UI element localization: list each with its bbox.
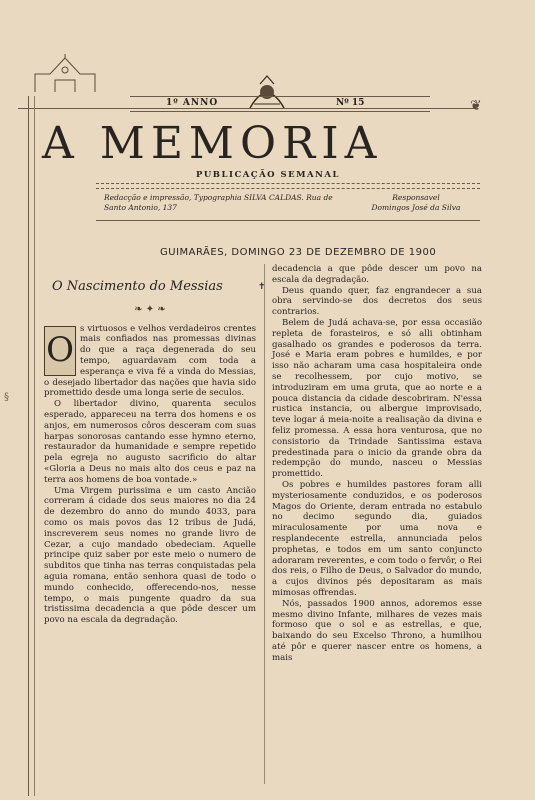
paragraph: Deus quando quer, faz engrandecer a sua obra servindo-se dos decretos dos seus contrarios.: [272, 285, 482, 318]
paragraph: decadencia a que pôde descer um povo na escala da degradação.: [272, 264, 482, 285]
dateline: GUIMARÃES, DOMINGO 23 DE DEZEMBRO DE 1900: [160, 247, 437, 258]
responsavel-name: Domingos José da Silva: [371, 203, 461, 212]
paragraph: s virtuosos e velhos verdadeiros crentes mais confiados nas promessas divinas do que a raça degenerada do seu tempo, aguardavam com toda a esperança e viva fé a vinda do Messias, o desejado libertador das nações que havia sido promettido desde uma longa serie de seculos.: [44, 323, 256, 399]
issue-year: 1º ANNO: [166, 98, 219, 108]
column-rule: [264, 264, 266, 784]
paragraph: Nós, passados 1900 annos, adoremos esse mesmo divino Infante, milhares de vezes mais formoso que o sol e as estrellas, e que, baixando do seu Excelso Throno, a humilhou até pôr e querer nascer entre os homens, a mais: [272, 598, 482, 663]
right-column: [272, 264, 482, 663]
ornament-flourish-icon: ❦: [470, 98, 482, 114]
left-column: [44, 264, 256, 626]
redacao-info: Redacção e impressão, Typographia SILVA CALDAS. Rua de Santo Antonio, 137: [104, 193, 333, 212]
newspaper-title: A MEMORIA: [42, 118, 383, 169]
paragraph: Belem de Judá achava-se, por essa occasião repleta de forasteiros, e só alli obtinham gasalhado os grandes e poderosos da terra. José e Maria eram pobres e humildes, e por isso não acharam uma casa hospitaleira onde se recolhessem, por cujo motivo, se introduziram em uma gruta, que ao norte e a pouca distancia da cidade descobriram. N'essa rustica instancia, ou albergue improvisado, teve logar á meia-noite a realisação da divina e feliz promessa. A essa hora venturosa, que no consistorio da Trindade Santissima estava predestinada para o inicio da grande obra da redempção do mundo, nasceu o Messias promettido.: [272, 317, 482, 480]
edge-mark-icon: §: [4, 392, 9, 403]
frame-left-rule-inner: [34, 96, 36, 796]
dingbat-icon: ❧ ✦ ❧: [134, 303, 166, 315]
paragraph: Uma Virgem purissima e um casto Ancião correram á cidade dos seus maiores no dia 24 de dezembro do anno do mundo 4033, para como os mais povos das 12 tribus de Judá, inscreverem seus nomes no grande livro de Cezar, a cujo mandado obedeciam. Aquelle principe quiz saber por este meio o numero de subditos que tinha nas terras conquistadas pela aguia romana, então senhora quasi de todo o mundo conhecido, offerecendo-nos, nesse tempo, o mais pungente quadro da sua tristissima decadencia a que pôde descer um povo na escala da degradação.: [44, 485, 256, 626]
newspaper-subtitle: PUBLICAÇÃO SEMANAL: [196, 170, 340, 180]
info-rule: [96, 220, 480, 222]
responsavel-label: Responsavel: [392, 193, 440, 202]
paragraph: Os pobres e humildes pastores foram alli mysteriosamente conduzidos, e os poderosos Magos do Oriente, deram entrada no estabulo no decimo segundo dia, guiados miraculosamente por uma nova e resplandecente estrella, annunciada pelos prophetas, e todos em um santo conjuncto adoraram reverentes, e com todo o fervôr, o Rei dos reis, o Filho de Deus, o Salvador do mundo, a cujos divinos pés depositaram as mais mimosas offrendas.: [272, 479, 482, 598]
article-title: O Nascimento do Messias: [52, 279, 223, 294]
cross-icon: ✝: [258, 282, 266, 292]
paragraph: O libertador divino, quarenta seculos esperado, appareceu na terra dos homens e os anjos, em numerosos côros desceram com suas harpas sonorosas cantando esse hymno eterno, restaurador da humanidade e sempre repetido pela egreja no augusto sacrificio do altar «Gloria a Deus no mais alto dos ceus e paz na terra aos homens de boa vontade.»: [44, 399, 256, 485]
responsavel-info: [356, 193, 476, 213]
ornament-church-icon: [30, 54, 100, 94]
subtitle-rule: [96, 183, 480, 189]
frame-left-rule: [28, 96, 30, 796]
issue-number: Nº 15: [336, 98, 365, 108]
drop-cap: O: [44, 326, 76, 376]
